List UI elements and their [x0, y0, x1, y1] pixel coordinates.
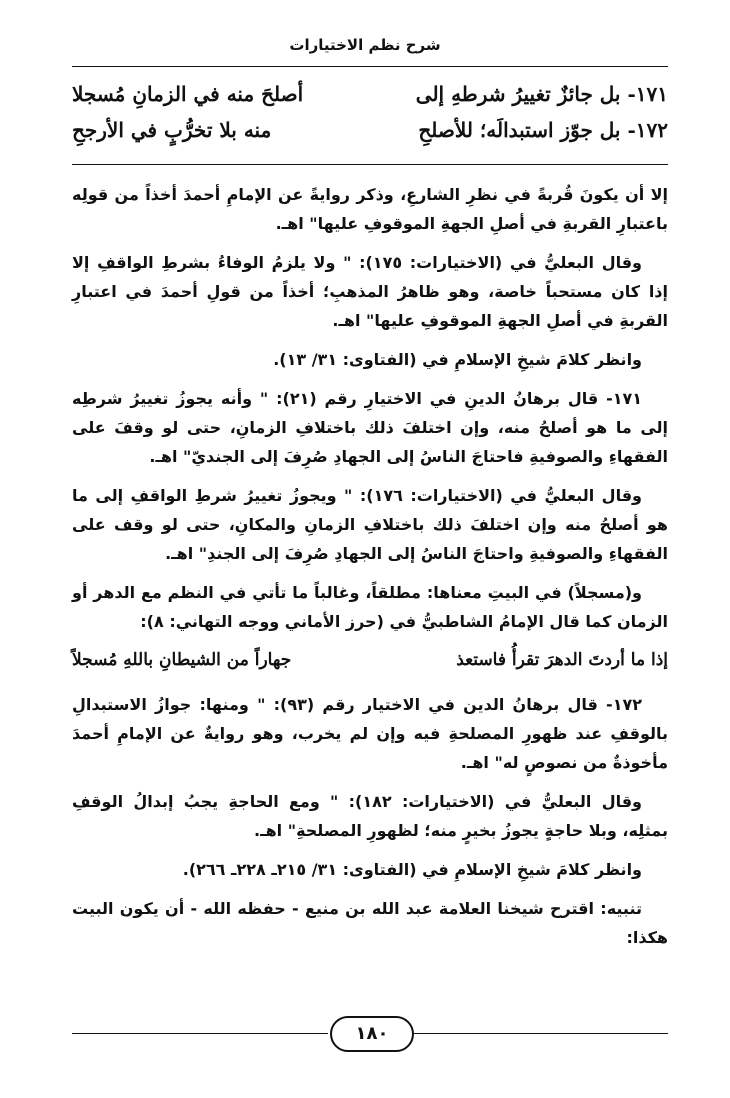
paragraph: وقال البعليُّ في (الاختيارات: ١٧٦): " ويجوزُ تغييرُ شرطِ الواقفِ إلى ما هو أصلحُ منه وإن اختلفَ ذلك باختلافِ الزمانِ والمكانِ، حتى لو وقف على الفقهاءِ والصوفيةِ واحتاجَ الناسُ إلى الجهادِ صُرِفَ إلى الجندِ" اهـ.: [72, 486, 668, 563]
paragraph: تنبيه: اقترح شيخنا العلامة عبد الله بن منيع - حفظه الله - أن يكون البيت هكذا:: [72, 899, 668, 947]
verse-172: [72, 118, 668, 154]
commentary-body: [72, 180, 668, 962]
paragraph: و(مسجلاً) في البيتِ معناها: مطلقاً، وغالباً ما تأتي في النظم مع الدهر أو الزمان كما قال الإمامُ الشاطبيُّ في (حرز الأماني ووجه التهاني: ٨):: [72, 583, 668, 631]
verse-171-second-hemistich: أصلحَ منه في الزمانِ مُسجلا: [72, 82, 304, 106]
paragraph: وانظر كلامَ شيخِ الإسلامِ في (الفتاوى: ٣١/ ١٣).: [273, 350, 642, 369]
verses-divider: [72, 164, 668, 165]
paragraph: ١٧٢- قال برهانُ الدين في الاختيار رقم (٩٣): " ومنها: جوازُ الاستبدالِ بالوقفِ عند ظهورِ المصلحةِ فيه وإن لم يخرب، وهو روايةٌ عن الإمامِ أحمدَ مأخوذةٌ من نصوصٍ له" اهـ.: [72, 695, 668, 772]
quoted-verse: [72, 646, 668, 680]
paragraph: ١٧١- قال برهانُ الدينِ في الاختيارِ رقم (٢١): " وأنه يجوزُ تغييرُ شرطِه إلى ما هو أصلحُ منه، وإن اختلفَ ذلك باختلافِ الزمانِ، حتى لو وقفَ على الفقهاءِ والصوفيةِ فاحتاجَ الناسُ إلى الجهادِ صُرِفَ إلى الجنديّ" اهـ.: [72, 389, 668, 466]
footer-rule-right: [412, 1033, 668, 1034]
quoted-verse-second-hemistich: جهاراً من الشيطانِ باللهِ مُسجلاً: [72, 650, 292, 670]
quoted-verse-first-hemistich: إذا ما أردتَ الدهرَ تقرأُ فاستعذ: [456, 650, 668, 670]
running-header-title: شرح نظم الاختيارات: [289, 36, 441, 54]
verse-171: [72, 82, 668, 118]
paragraph: وقال البعليُّ في (الاختيارات: ١٨٢): " ومع الحاجةِ يجبُ إبدالُ الوقفِ بمثلِه، وبلا حاجةٍ يجوزُ بخيرٍ منه؛ لظهورِ المصلحةِ" اهـ.: [72, 792, 668, 840]
verse-172-second-hemistich: منه بلا تخرُّبٍ في الأرجحِ: [72, 118, 272, 142]
verse-171-first-hemistich: ١٧١- بل جائزٌ تغييرُ شرطهِ إلى: [415, 82, 668, 106]
footer-rule-left: [72, 1033, 328, 1034]
paragraph: وقال البعليُّ في (الاختيارات: ١٧٥): " ولا يلزمُ الوفاءُ بشرطِ الواقفِ إلا إذا كان مستحباً خاصة، وهو ظاهرُ المذهبِ؛ أخذاً من قولِ أحمدَ في اعتبارِ القربةِ في أصلِ الجهةِ الموقوفِ عليها" اهـ.: [72, 253, 668, 330]
paragraph: وانظر كلامَ شيخِ الإسلامِ في (الفتاوى: ٣١/ ٢١٥ـ ٢٢٨ـ ٢٦٦).: [182, 860, 642, 879]
header-divider: [72, 66, 668, 67]
verse-172-first-hemistich: ١٧٢- بل جوّز استبدالَه؛ للأصلحِ: [418, 118, 668, 142]
paragraph: إلا أن يكونَ قُربةً في نظرِ الشارعِ، وذكر روايةً عن الإمامِ أحمدَ أخذاً من قولِه باعتبارِ القربةِ في أصلِ الجهةِ الموقوفِ عليها" اهـ.: [72, 185, 668, 233]
page-number: ١٨٠: [330, 1016, 414, 1052]
